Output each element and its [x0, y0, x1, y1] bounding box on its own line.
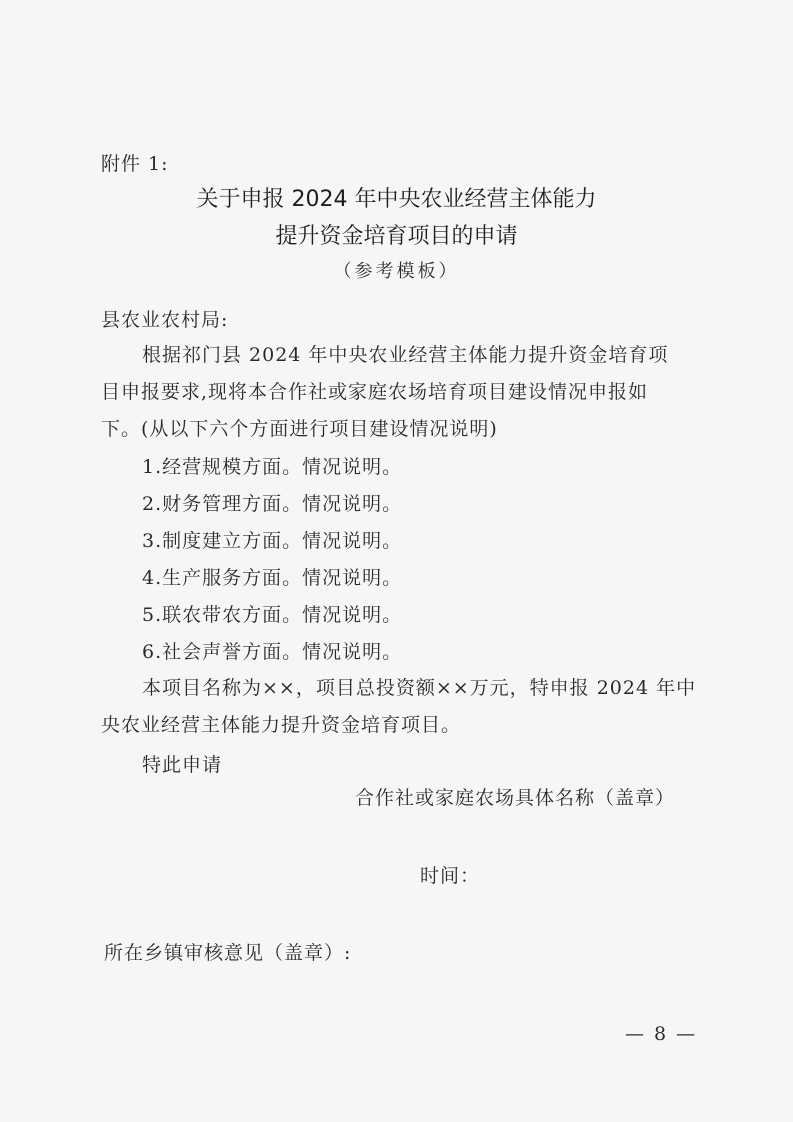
document-title-line-1: 关于申报 2024 年中央农业经营主体能力: [196, 187, 597, 212]
list-item: 4.生产服务方面。情况说明。: [142, 567, 403, 589]
list-item: 6.社会声誉方面。情况说明。: [142, 641, 403, 663]
list-item: 2.财务管理方面。情况说明。: [142, 493, 403, 515]
paragraph1-line3: 下。(从以下六个方面进行项目建设情况说明): [101, 418, 498, 440]
township-review-label: 所在乡镇审核意见（盖章）:: [104, 942, 352, 964]
closing-phrase: 特此申请: [142, 754, 223, 776]
salutation: 县农业农村局:: [101, 309, 229, 331]
paragraph1-line2: 目申报要求,现将本合作社或家庭农场培育项目建设情况申报如: [101, 381, 649, 403]
list-item: 3.制度建立方面。情况说明。: [142, 530, 403, 552]
page-number: — 8 —: [625, 1023, 698, 1045]
paragraph1-line1: 根据祁门县 2024 年中央农业经营主体能力提升资金培育项: [142, 344, 669, 366]
paragraph2-line1: 本项目名称为××，项目总投资额××万元，特申报 2024 年中: [142, 677, 697, 699]
signature-line: 合作社或家庭农场具体名称（盖章）: [355, 787, 676, 809]
document-title-line-2: 提升资金培育项目的申请: [275, 224, 518, 249]
document-subtitle: （参考模板）: [333, 261, 460, 282]
date-label: 时间：: [420, 865, 481, 887]
list-item: 5.联农带农方面。情况说明。: [142, 604, 403, 626]
list-item: 1.经营规模方面。情况说明。: [142, 456, 403, 478]
paragraph2-line2: 央农业经营主体能力提升资金培育项目。: [101, 714, 462, 736]
annex-label: 附件 1:: [101, 153, 169, 175]
